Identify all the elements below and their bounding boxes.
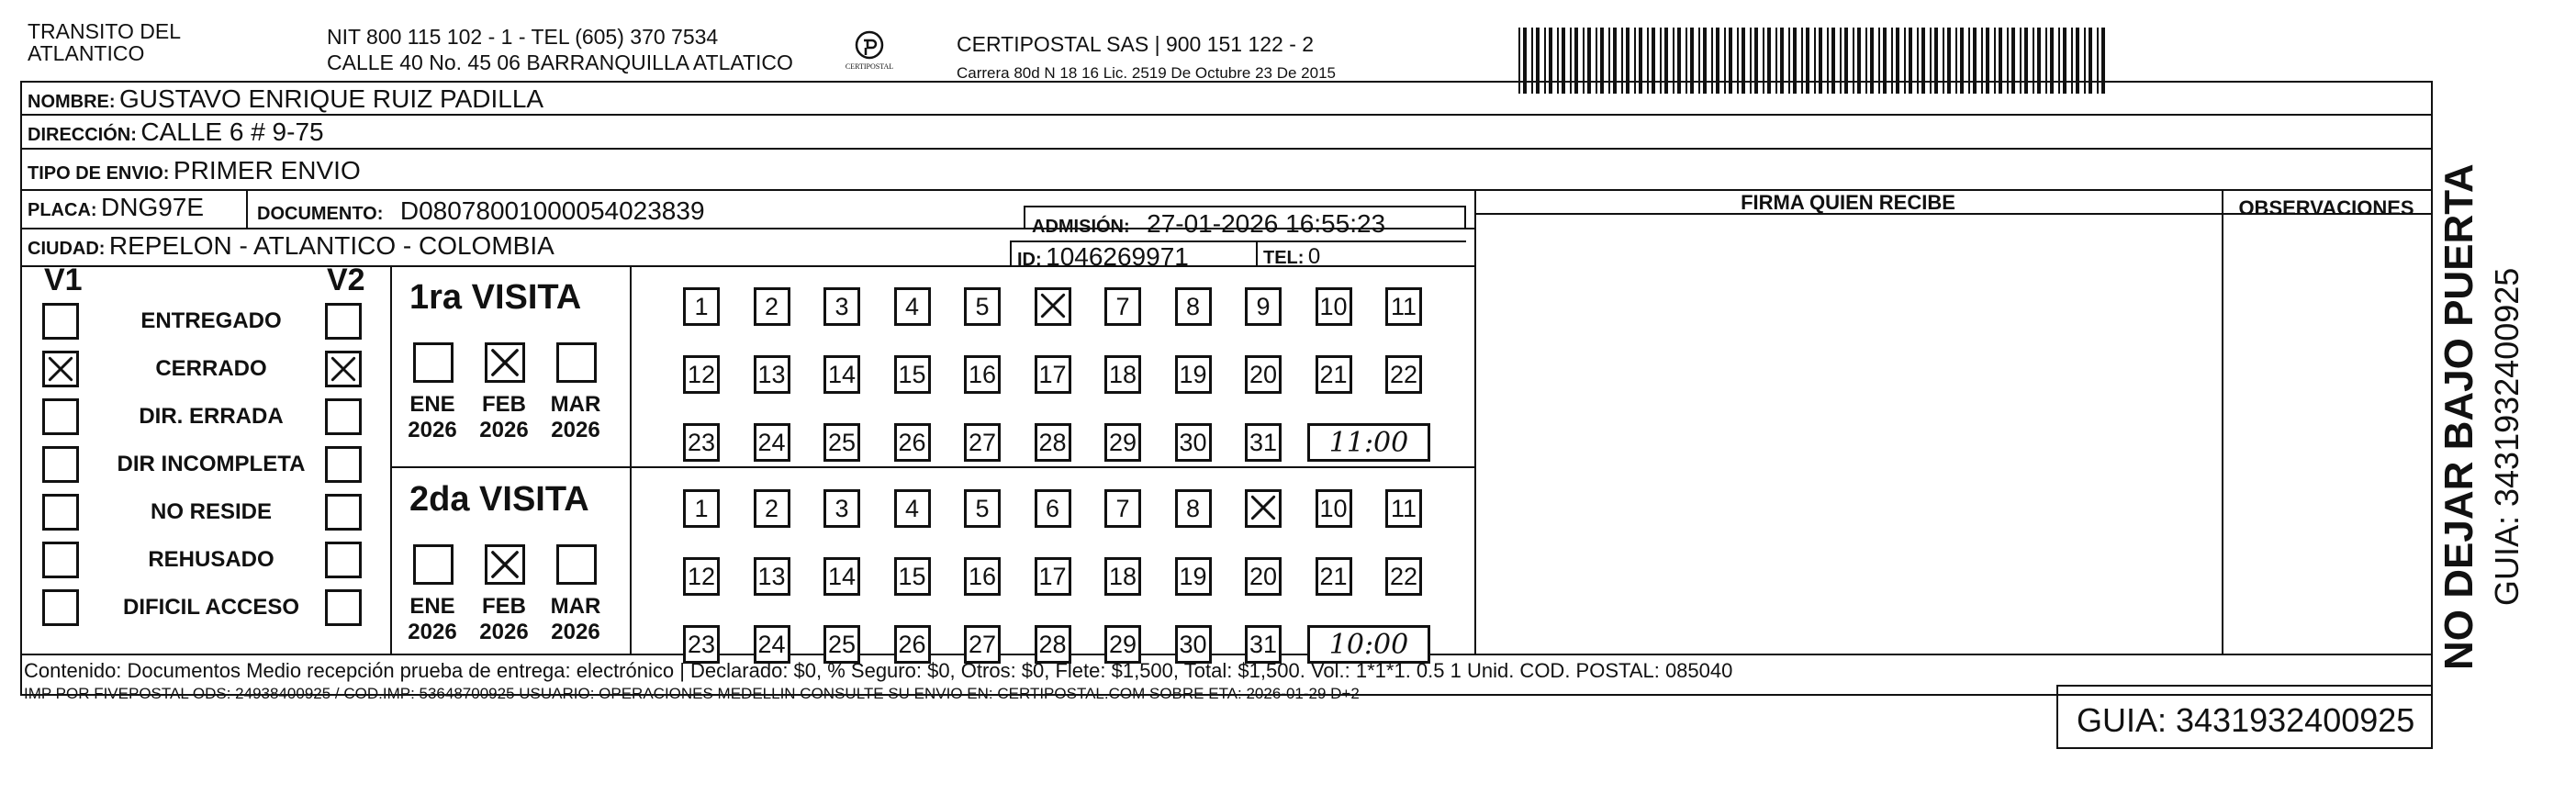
month-year: 2026 xyxy=(551,620,600,644)
day-number: 15 xyxy=(898,360,926,388)
month-label xyxy=(543,594,608,645)
visit-title: 2da VISITA xyxy=(409,480,589,519)
month-year: 2026 xyxy=(479,418,529,442)
day-number: 4 xyxy=(904,292,920,320)
day-number: 26 xyxy=(898,630,926,658)
v2-checkbox[interactable] xyxy=(325,589,362,626)
day-box[interactable] xyxy=(1035,287,1071,326)
day-box[interactable] xyxy=(964,287,1001,326)
month-checkbox[interactable] xyxy=(485,342,525,383)
tipo-envio-value: PRIMER ENVIO xyxy=(173,156,361,185)
id-value: 1046269971 xyxy=(1046,242,1189,271)
certipostal-logo xyxy=(837,29,902,75)
month-checkbox[interactable] xyxy=(413,342,454,383)
visit-time-value: 11:00 xyxy=(1328,426,1409,459)
day-number: 12 xyxy=(687,562,716,590)
day-box[interactable] xyxy=(894,423,931,462)
placa-label: PLACA: xyxy=(28,200,97,220)
day-number: 8 xyxy=(1185,292,1201,320)
tel-row xyxy=(1263,244,1320,270)
day-box[interactable] xyxy=(823,557,860,596)
v1-checkbox[interactable] xyxy=(42,351,79,387)
day-number: 10 xyxy=(1319,292,1348,320)
day-number: 8 xyxy=(1185,494,1201,522)
day-box[interactable] xyxy=(964,557,1001,596)
observations-area[interactable] xyxy=(2223,215,2429,652)
issuer-name-line1: TRANSITO DEL xyxy=(28,19,181,43)
issuer-address: CALLE 40 No. 45 06 BARRANQUILLA ATLATICO xyxy=(327,50,793,74)
day-box[interactable] xyxy=(1104,489,1141,528)
day-number: 21 xyxy=(1319,360,1348,388)
v2-checkbox[interactable] xyxy=(325,446,362,483)
day-box[interactable] xyxy=(1245,355,1282,394)
status-label: NO RESIDE xyxy=(150,499,273,524)
v2-checkbox[interactable] xyxy=(325,303,362,340)
day-box[interactable] xyxy=(1175,557,1212,596)
day-number: 11 xyxy=(1390,494,1417,522)
v1-checkbox[interactable] xyxy=(42,398,79,435)
guia-number: GUIA: 3431932400925 xyxy=(2077,701,2415,739)
v2-checkbox[interactable] xyxy=(325,542,362,578)
day-number: 11 xyxy=(1390,292,1417,320)
day-number: 1 xyxy=(694,292,709,320)
day-number: 19 xyxy=(1179,360,1207,388)
placa-row xyxy=(28,193,204,222)
month-label xyxy=(400,594,465,645)
day-box[interactable] xyxy=(1104,625,1141,664)
documento-label: DOCUMENTO: xyxy=(257,204,384,224)
status-label: CERRADO xyxy=(155,356,267,381)
documento-value: D08078001000054023839 xyxy=(399,196,705,225)
day-box[interactable] xyxy=(1316,557,1352,596)
day-box[interactable] xyxy=(894,355,931,394)
nombre-row xyxy=(28,84,543,114)
day-box[interactable] xyxy=(894,489,931,528)
v2-checkbox[interactable] xyxy=(325,351,362,387)
day-number: 14 xyxy=(827,360,857,388)
day-number: 7 xyxy=(1115,292,1130,320)
day-box[interactable] xyxy=(1104,423,1141,462)
day-number: 30 xyxy=(1179,428,1207,456)
direccion-label: DIRECCIÓN: xyxy=(28,125,137,145)
recipient-address: CALLE 6 # 9-75 xyxy=(140,117,324,146)
day-number: 16 xyxy=(968,360,997,388)
day-number: 6 xyxy=(1045,494,1060,522)
status-label: REHUSADO xyxy=(148,547,274,572)
carrier-address: Carrera 80d N 18 16 Lic. 2519 De Octubre 23 De 2015 xyxy=(957,64,1336,82)
day-number: 29 xyxy=(1108,630,1137,658)
day-box[interactable] xyxy=(964,355,1001,394)
month-label xyxy=(400,392,465,443)
day-box[interactable] xyxy=(683,287,720,326)
month-year: 2026 xyxy=(551,418,600,442)
day-box[interactable] xyxy=(754,287,790,326)
ciudad-value: REPELON - ATLANTICO - COLOMBIA xyxy=(108,231,554,260)
day-box[interactable] xyxy=(1035,423,1071,462)
tipo-envio-label: TIPO DE ENVIO: xyxy=(28,163,170,184)
day-number: 22 xyxy=(1389,360,1418,388)
month-name: ENE xyxy=(409,594,455,619)
day-box[interactable] xyxy=(1245,489,1282,528)
day-box[interactable] xyxy=(1385,557,1422,596)
day-number: 7 xyxy=(1115,494,1130,522)
day-box[interactable] xyxy=(683,355,720,394)
day-box[interactable] xyxy=(1385,489,1422,528)
print-info: IMP POR FIVEPOSTAL ODS: 24938400925 / COD.IMP: 53648700925 USUARIO: OPERACIONES MEDELLIN CONSULTE SU ENVIO EN: CERTIPOSTAL.COM SOBRE ETA: 2026-01-29 D+2 xyxy=(24,685,1360,702)
v1-checkbox[interactable] xyxy=(42,589,79,626)
day-number: 25 xyxy=(827,428,857,456)
status-label: ENTREGADO xyxy=(140,308,282,333)
day-box[interactable] xyxy=(823,625,860,664)
visit-time[interactable] xyxy=(1307,423,1430,462)
day-number: 20 xyxy=(1249,562,1278,590)
month-checkbox[interactable] xyxy=(556,342,597,383)
day-box[interactable] xyxy=(894,287,931,326)
month-checkbox[interactable] xyxy=(413,544,454,585)
ciudad-label: CIUDAD: xyxy=(28,239,106,259)
month-label xyxy=(472,594,536,645)
day-box[interactable] xyxy=(823,489,860,528)
day-box[interactable] xyxy=(754,489,790,528)
v2-checkbox[interactable] xyxy=(325,398,362,435)
issuer-name-line2: ATLANTICO xyxy=(28,41,145,65)
admision-row xyxy=(1032,209,1385,239)
v2-checkbox[interactable] xyxy=(325,494,362,531)
day-number: 28 xyxy=(1038,428,1067,456)
day-box[interactable] xyxy=(754,423,790,462)
side-guia-number: GUIA: 3431932400925 xyxy=(2488,267,2526,606)
v1-checkbox[interactable] xyxy=(42,446,79,483)
day-number: 24 xyxy=(757,630,786,658)
month-year: 2026 xyxy=(479,620,529,644)
day-box[interactable] xyxy=(1245,625,1282,664)
day-number: 18 xyxy=(1108,562,1137,590)
admision-label: ADMISIÓN: xyxy=(1032,217,1130,237)
day-box[interactable] xyxy=(1104,287,1141,326)
day-box[interactable] xyxy=(754,625,790,664)
day-number: 27 xyxy=(968,428,997,456)
day-box[interactable] xyxy=(894,557,931,596)
carrier-info: CERTIPOSTAL SAS | 900 151 122 - 2 xyxy=(957,32,1315,56)
month-name: ENE xyxy=(409,392,455,417)
month-name: FEB xyxy=(482,594,526,619)
day-box[interactable] xyxy=(683,557,720,596)
day-number: 4 xyxy=(904,494,920,522)
id-label: ID: xyxy=(1017,250,1042,270)
day-number: 13 xyxy=(757,360,786,388)
day-box[interactable] xyxy=(754,355,790,394)
month-name: MAR xyxy=(550,392,601,417)
v1-checkbox[interactable] xyxy=(42,542,79,578)
visit-title: 1ra VISITA xyxy=(409,278,582,317)
month-checkbox[interactable] xyxy=(556,544,597,585)
day-box[interactable] xyxy=(1035,557,1071,596)
day-box[interactable] xyxy=(823,355,860,394)
month-year: 2026 xyxy=(408,418,457,442)
day-number: 29 xyxy=(1108,428,1137,456)
tel-value: 0 xyxy=(1307,244,1321,269)
day-number: 16 xyxy=(968,562,997,590)
day-number: 19 xyxy=(1179,562,1207,590)
admision-value: 27-01-2026 16:55:23 xyxy=(1147,209,1386,238)
firma-header: FIRMA QUIEN RECIBE xyxy=(1741,191,1955,214)
id-row xyxy=(1017,242,1189,272)
placa-value: DNG97E xyxy=(101,193,205,221)
day-box[interactable] xyxy=(1245,557,1282,596)
day-number: 31 xyxy=(1249,428,1278,456)
day-box[interactable] xyxy=(823,423,860,462)
status-label: DIR. ERRADA xyxy=(139,404,284,429)
month-name: MAR xyxy=(550,594,601,619)
day-box[interactable] xyxy=(1245,423,1282,462)
day-number: 30 xyxy=(1179,630,1207,658)
day-box[interactable] xyxy=(1035,489,1071,528)
ciudad-row xyxy=(28,231,554,261)
day-box[interactable] xyxy=(1104,355,1141,394)
day-box[interactable] xyxy=(1175,423,1212,462)
day-box[interactable] xyxy=(1316,287,1352,326)
day-number: 3 xyxy=(834,292,849,320)
month-label xyxy=(472,392,536,443)
day-number: 23 xyxy=(687,428,716,456)
day-box[interactable] xyxy=(964,625,1001,664)
day-box[interactable] xyxy=(683,423,720,462)
day-number: 28 xyxy=(1038,630,1067,658)
recipient-name: GUSTAVO ENRIQUE RUIZ PADILLA xyxy=(119,84,544,113)
day-number: 2 xyxy=(764,494,779,522)
day-number: 18 xyxy=(1108,360,1137,388)
day-number: 21 xyxy=(1319,562,1348,590)
day-box[interactable] xyxy=(1175,625,1212,664)
day-number: 24 xyxy=(757,428,786,456)
visit-time[interactable] xyxy=(1307,625,1430,664)
day-number: 17 xyxy=(1038,562,1067,590)
day-number: 27 xyxy=(968,630,997,658)
day-box[interactable] xyxy=(1316,489,1352,528)
v2-header: V2 xyxy=(327,263,365,297)
day-number: 12 xyxy=(687,360,716,388)
month-label xyxy=(543,392,608,443)
day-number: 1 xyxy=(694,494,709,522)
observaciones-header: OBSERVACIONES xyxy=(2238,196,2414,219)
day-number: 25 xyxy=(827,630,857,658)
day-number: 31 xyxy=(1249,630,1278,658)
day-number: 5 xyxy=(975,292,990,320)
day-box[interactable] xyxy=(964,423,1001,462)
v1-checkbox[interactable] xyxy=(42,303,79,340)
visit-time-value: 10:00 xyxy=(1328,628,1409,661)
day-number: 10 xyxy=(1319,494,1348,522)
nombre-label: NOMBRE: xyxy=(28,92,116,112)
status-label: DIR INCOMPLETA xyxy=(117,452,306,476)
contents-summary: Contenido: Documentos Medio recepción prueba de entrega: electrónico | Declarado: $0, % Seguro: $0, Otros: $0, Flete: $1,500, Total: $1,500. Vol.: 1*1*1. 0.5 1 Unid. COD. POSTAL: 085040 xyxy=(24,659,1733,682)
day-number: 22 xyxy=(1389,562,1418,590)
day-box[interactable] xyxy=(683,625,720,664)
day-box[interactable] xyxy=(1035,625,1071,664)
v1-checkbox[interactable] xyxy=(42,494,79,531)
no-dejar-notice: NO DEJAR BAJO PUERTA xyxy=(2436,163,2481,670)
status-label: DIFICIL ACCESO xyxy=(122,595,299,620)
day-number: 2 xyxy=(764,292,779,320)
day-box[interactable] xyxy=(1035,355,1071,394)
day-box[interactable] xyxy=(1245,287,1282,326)
day-box[interactable] xyxy=(823,287,860,326)
issuer-nit: NIT 800 115 102 - 1 - TEL (605) 370 7534 xyxy=(327,25,719,49)
month-year: 2026 xyxy=(408,620,457,644)
signature-area[interactable] xyxy=(1476,215,2220,652)
day-number: 14 xyxy=(827,562,857,590)
day-box[interactable] xyxy=(1175,287,1212,326)
day-box[interactable] xyxy=(1175,489,1212,528)
day-number: 26 xyxy=(898,428,926,456)
day-number: 5 xyxy=(975,494,990,522)
logo-text: CERTIPOSTAL xyxy=(845,62,894,71)
day-box[interactable] xyxy=(1175,355,1212,394)
day-box[interactable] xyxy=(1316,355,1352,394)
day-number: 15 xyxy=(898,562,926,590)
day-box[interactable] xyxy=(1385,287,1422,326)
day-number: 13 xyxy=(757,562,786,590)
tel-label: TEL: xyxy=(1263,248,1305,268)
month-name: FEB xyxy=(482,392,526,417)
day-number: 20 xyxy=(1249,360,1278,388)
day-number: 17 xyxy=(1038,360,1067,388)
day-number: 23 xyxy=(687,630,716,658)
day-box[interactable] xyxy=(964,489,1001,528)
tipo-envio-row xyxy=(28,156,361,185)
day-number: 3 xyxy=(834,494,849,522)
day-number: 9 xyxy=(1256,292,1271,320)
v1-header: V1 xyxy=(44,263,83,297)
direccion-row xyxy=(28,117,324,147)
day-box[interactable] xyxy=(1104,557,1141,596)
day-box[interactable] xyxy=(754,557,790,596)
day-box[interactable] xyxy=(1385,355,1422,394)
month-checkbox[interactable] xyxy=(485,544,525,585)
day-box[interactable] xyxy=(894,625,931,664)
documento-row xyxy=(257,196,705,226)
day-box[interactable] xyxy=(683,489,720,528)
